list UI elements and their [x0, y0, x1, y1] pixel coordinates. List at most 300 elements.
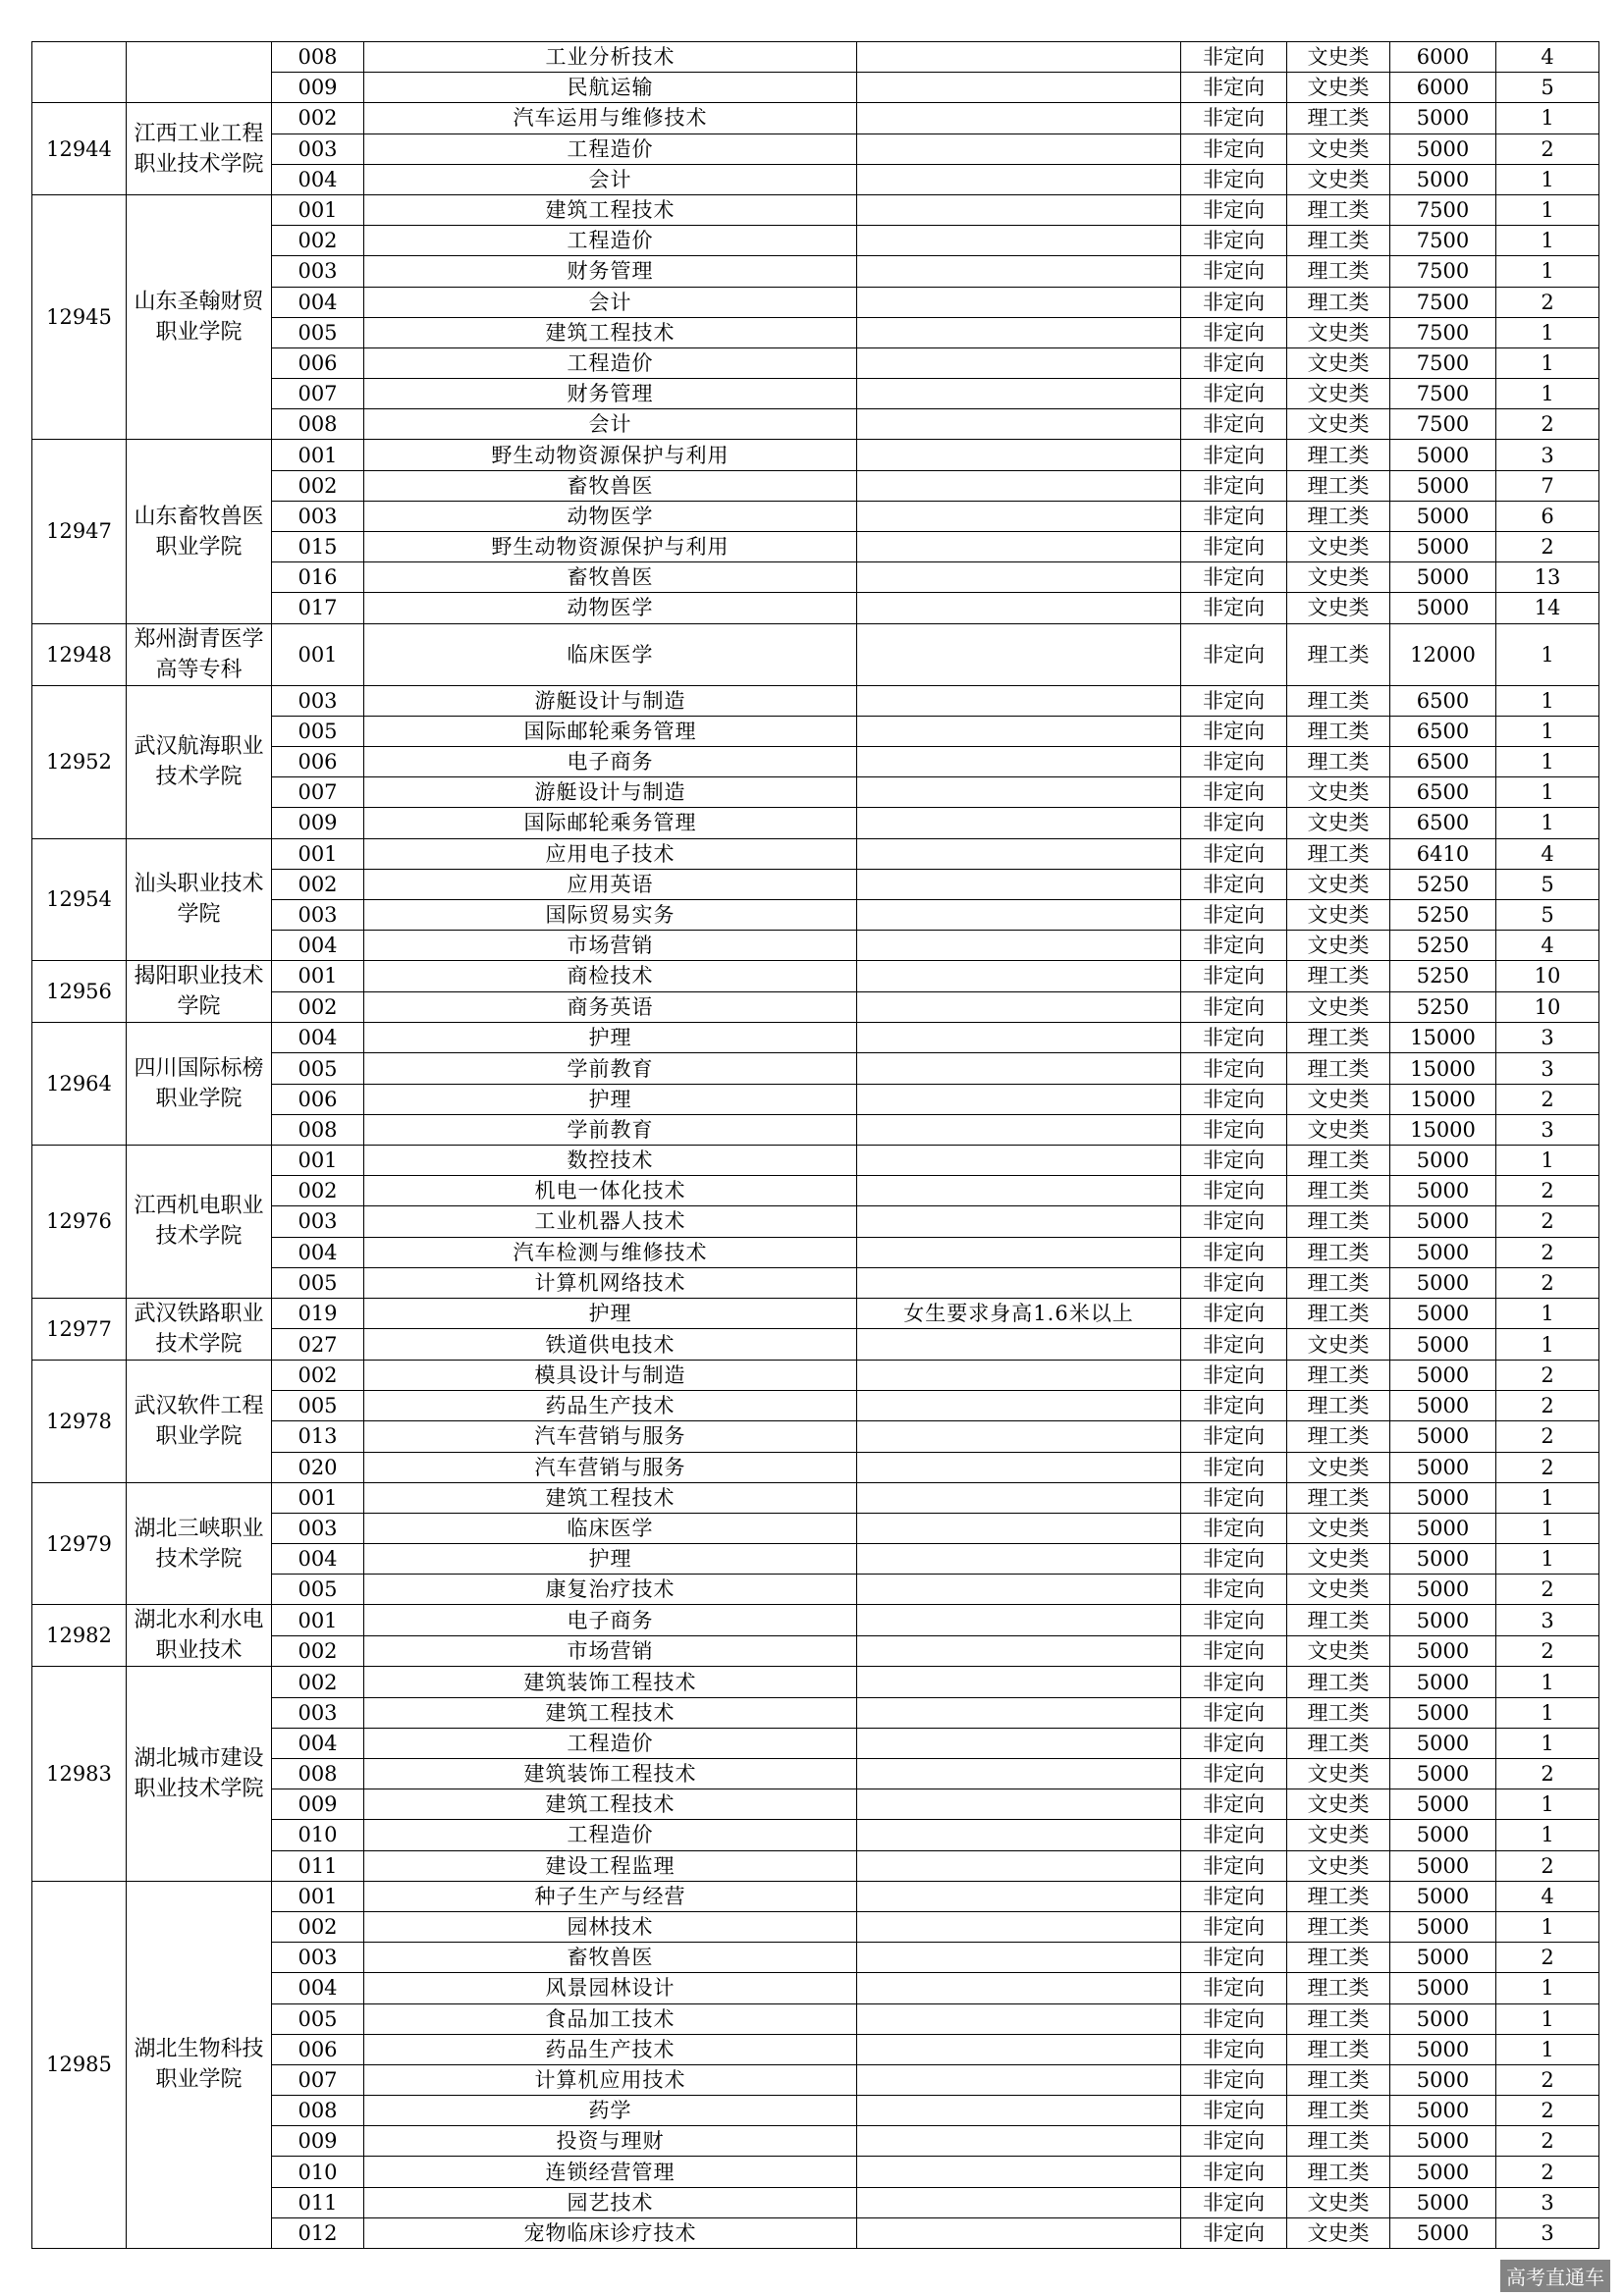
orientation: 非定向 — [1181, 1084, 1287, 1114]
school-name: 武汉航海职业技术学院 — [127, 685, 272, 838]
major-name: 连锁经营管理 — [364, 2157, 857, 2187]
major-code: 002 — [272, 470, 364, 501]
plan-count: 5 — [1496, 899, 1599, 930]
remark — [857, 961, 1181, 992]
orientation: 非定向 — [1181, 1237, 1287, 1267]
remark — [857, 869, 1181, 899]
school-code: 12944 — [32, 103, 127, 195]
tuition: 5000 — [1390, 1850, 1496, 1881]
category: 理工类 — [1287, 838, 1390, 869]
plan-count: 1 — [1496, 226, 1599, 256]
major-name: 建筑工程技术 — [364, 1789, 857, 1820]
tuition: 5000 — [1390, 593, 1496, 623]
plan-count: 1 — [1496, 1298, 1599, 1329]
school-code: 12985 — [32, 1881, 127, 2248]
tuition: 7500 — [1390, 317, 1496, 347]
tuition: 5000 — [1390, 2187, 1496, 2217]
table-row — [32, 1605, 1599, 1636]
plan-count: 2 — [1496, 287, 1599, 317]
plan-count: 1 — [1496, 347, 1599, 378]
tuition: 6500 — [1390, 746, 1496, 776]
table-row — [32, 194, 1599, 225]
category: 理工类 — [1287, 1267, 1390, 1298]
major-name: 建筑工程技术 — [364, 194, 857, 225]
category: 理工类 — [1287, 2003, 1390, 2034]
category: 文史类 — [1287, 1544, 1390, 1575]
tuition: 5000 — [1390, 1206, 1496, 1237]
category: 文史类 — [1287, 869, 1390, 899]
orientation: 非定向 — [1181, 777, 1287, 808]
major-code: 005 — [272, 1053, 364, 1084]
major-code: 013 — [272, 1421, 364, 1452]
tuition: 5000 — [1390, 1452, 1496, 1482]
tuition: 5000 — [1390, 1513, 1496, 1543]
tuition: 5000 — [1390, 1605, 1496, 1636]
major-name: 临床医学 — [364, 623, 857, 685]
remark — [857, 226, 1181, 256]
orientation: 非定向 — [1181, 1728, 1287, 1758]
remark — [857, 1084, 1181, 1114]
major-name: 国际贸易实务 — [364, 899, 857, 930]
plan-count: 4 — [1496, 42, 1599, 73]
major-name: 会计 — [364, 409, 857, 440]
tuition: 7500 — [1390, 226, 1496, 256]
major-code: 007 — [272, 379, 364, 409]
remark — [857, 1114, 1181, 1145]
table-row — [32, 623, 1599, 685]
school-name: 揭阳职业技术学院 — [127, 961, 272, 1023]
major-name: 工程造价 — [364, 1820, 857, 1850]
major-code: 008 — [272, 42, 364, 73]
school-code: 12948 — [32, 623, 127, 685]
major-code: 001 — [272, 1605, 364, 1636]
school-name: 四川国际标榜职业学院 — [127, 1023, 272, 1146]
major-name: 临床医学 — [364, 1513, 857, 1543]
plan-count: 5 — [1496, 73, 1599, 103]
school-code: 12964 — [32, 1023, 127, 1146]
plan-count: 1 — [1496, 317, 1599, 347]
remark — [857, 838, 1181, 869]
plan-count: 1 — [1496, 1973, 1599, 2003]
orientation: 非定向 — [1181, 961, 1287, 992]
tuition: 7500 — [1390, 347, 1496, 378]
major-name: 汽车运用与维修技术 — [364, 103, 857, 133]
major-name: 应用英语 — [364, 869, 857, 899]
school-name: 山东圣翰财贸职业学院 — [127, 194, 272, 440]
major-code: 001 — [272, 838, 364, 869]
major-code: 009 — [272, 1789, 364, 1820]
orientation: 非定向 — [1181, 2187, 1287, 2217]
remark — [857, 1391, 1181, 1421]
category: 文史类 — [1287, 73, 1390, 103]
remark — [857, 1759, 1181, 1789]
tuition: 7500 — [1390, 256, 1496, 287]
plan-count: 2 — [1496, 2064, 1599, 2095]
major-name: 野生动物资源保护与利用 — [364, 440, 857, 470]
remark — [857, 2064, 1181, 2095]
orientation: 非定向 — [1181, 2096, 1287, 2126]
remark — [857, 2096, 1181, 2126]
orientation: 非定向 — [1181, 931, 1287, 961]
major-name: 商检技术 — [364, 961, 857, 992]
category: 理工类 — [1287, 716, 1390, 746]
category: 理工类 — [1287, 1298, 1390, 1329]
tuition: 5000 — [1390, 562, 1496, 593]
orientation: 非定向 — [1181, 899, 1287, 930]
plan-count: 2 — [1496, 1452, 1599, 1482]
remark — [857, 409, 1181, 440]
category: 文史类 — [1287, 1084, 1390, 1114]
tuition: 7500 — [1390, 287, 1496, 317]
major-code: 011 — [272, 2187, 364, 2217]
remark — [857, 347, 1181, 378]
major-name: 数控技术 — [364, 1146, 857, 1176]
remark — [857, 1452, 1181, 1482]
table-row — [32, 1023, 1599, 1053]
major-name: 食品加工技术 — [364, 2003, 857, 2034]
tuition: 5250 — [1390, 899, 1496, 930]
major-code: 006 — [272, 347, 364, 378]
plan-count: 1 — [1496, 2003, 1599, 2034]
orientation: 非定向 — [1181, 73, 1287, 103]
category: 文史类 — [1287, 1789, 1390, 1820]
major-code: 004 — [272, 1973, 364, 2003]
school-code: 12983 — [32, 1667, 127, 1881]
category: 理工类 — [1287, 1881, 1390, 1911]
major-code: 010 — [272, 2157, 364, 2187]
orientation: 非定向 — [1181, 1482, 1287, 1513]
school-name: 武汉铁路职业技术学院 — [127, 1298, 272, 1360]
remark — [857, 2126, 1181, 2157]
remark — [857, 685, 1181, 716]
major-name: 宠物临床诊疗技术 — [364, 2217, 857, 2248]
category: 理工类 — [1287, 501, 1390, 531]
major-code: 008 — [272, 1759, 364, 1789]
remark — [857, 1728, 1181, 1758]
table-body — [32, 42, 1599, 2249]
major-code: 005 — [272, 1575, 364, 1605]
plan-count: 1 — [1496, 256, 1599, 287]
table-row — [32, 42, 1599, 73]
orientation: 非定向 — [1181, 501, 1287, 531]
orientation: 非定向 — [1181, 256, 1287, 287]
tuition: 5000 — [1390, 1360, 1496, 1390]
category: 文史类 — [1287, 562, 1390, 593]
category: 文史类 — [1287, 1575, 1390, 1605]
remark — [857, 1973, 1181, 2003]
remark — [857, 1360, 1181, 1390]
plan-count: 1 — [1496, 808, 1599, 838]
tuition: 5000 — [1390, 1911, 1496, 1942]
remark — [857, 1237, 1181, 1267]
table-row — [32, 1482, 1599, 1513]
plan-count: 1 — [1496, 777, 1599, 808]
plan-count: 2 — [1496, 133, 1599, 164]
category: 理工类 — [1287, 1237, 1390, 1267]
plan-count: 1 — [1496, 746, 1599, 776]
tuition: 7500 — [1390, 194, 1496, 225]
tuition: 5250 — [1390, 991, 1496, 1023]
remark — [857, 2034, 1181, 2064]
remark — [857, 623, 1181, 685]
category: 理工类 — [1287, 287, 1390, 317]
plan-count: 5 — [1496, 869, 1599, 899]
major-name: 建筑装饰工程技术 — [364, 1759, 857, 1789]
category: 理工类 — [1287, 2034, 1390, 2064]
major-name: 会计 — [364, 164, 857, 194]
tuition: 5000 — [1390, 1146, 1496, 1176]
major-code: 001 — [272, 440, 364, 470]
major-code: 004 — [272, 1237, 364, 1267]
plan-count: 1 — [1496, 1544, 1599, 1575]
major-name: 学前教育 — [364, 1114, 857, 1145]
orientation: 非定向 — [1181, 1943, 1287, 1973]
major-name: 计算机网络技术 — [364, 1267, 857, 1298]
orientation: 非定向 — [1181, 838, 1287, 869]
major-name: 工程造价 — [364, 133, 857, 164]
tuition: 5000 — [1390, 1575, 1496, 1605]
major-name: 护理 — [364, 1544, 857, 1575]
tuition: 6000 — [1390, 42, 1496, 73]
remark — [857, 2157, 1181, 2187]
table-row — [32, 961, 1599, 992]
orientation: 非定向 — [1181, 2217, 1287, 2248]
major-name: 财务管理 — [364, 379, 857, 409]
remark — [857, 899, 1181, 930]
major-code: 008 — [272, 1114, 364, 1145]
major-name: 学前教育 — [364, 1053, 857, 1084]
plan-count: 2 — [1496, 1421, 1599, 1452]
orientation: 非定向 — [1181, 991, 1287, 1023]
major-name: 风景园林设计 — [364, 1973, 857, 2003]
major-code: 001 — [272, 1482, 364, 1513]
tuition: 5000 — [1390, 532, 1496, 562]
remark — [857, 777, 1181, 808]
plan-count: 10 — [1496, 961, 1599, 992]
plan-count: 2 — [1496, 1759, 1599, 1789]
category: 文史类 — [1287, 2187, 1390, 2217]
major-code: 003 — [272, 1697, 364, 1728]
major-code: 001 — [272, 194, 364, 225]
major-code: 004 — [272, 931, 364, 961]
category: 理工类 — [1287, 2157, 1390, 2187]
plan-count: 2 — [1496, 2126, 1599, 2157]
major-name: 铁道供电技术 — [364, 1329, 857, 1361]
remark — [857, 1697, 1181, 1728]
orientation: 非定向 — [1181, 1789, 1287, 1820]
major-code: 017 — [272, 593, 364, 623]
orientation: 非定向 — [1181, 103, 1287, 133]
major-code: 002 — [272, 1635, 364, 1667]
major-code: 009 — [272, 808, 364, 838]
tuition: 5250 — [1390, 869, 1496, 899]
plan-count: 4 — [1496, 1881, 1599, 1911]
category: 理工类 — [1287, 1728, 1390, 1758]
tuition: 6410 — [1390, 838, 1496, 869]
major-name: 建筑工程技术 — [364, 1482, 857, 1513]
plan-count: 2 — [1496, 2157, 1599, 2187]
major-code: 006 — [272, 1084, 364, 1114]
orientation: 非定向 — [1181, 1329, 1287, 1361]
remark — [857, 532, 1181, 562]
remark — [857, 1053, 1181, 1084]
orientation: 非定向 — [1181, 1267, 1287, 1298]
category: 理工类 — [1287, 1911, 1390, 1942]
plan-count: 1 — [1496, 379, 1599, 409]
plan-count: 1 — [1496, 103, 1599, 133]
tuition: 5000 — [1390, 1176, 1496, 1206]
plan-count: 2 — [1496, 1084, 1599, 1114]
school-code: 12956 — [32, 961, 127, 1023]
tuition: 5000 — [1390, 1973, 1496, 2003]
school-code: 12977 — [32, 1298, 127, 1360]
remark — [857, 42, 1181, 73]
orientation: 非定向 — [1181, 133, 1287, 164]
major-name: 药学 — [364, 2096, 857, 2126]
tuition: 6000 — [1390, 73, 1496, 103]
plan-count: 1 — [1496, 1667, 1599, 1697]
major-code: 027 — [272, 1329, 364, 1361]
tuition: 5000 — [1390, 1544, 1496, 1575]
plan-count: 1 — [1496, 1146, 1599, 1176]
plan-count: 1 — [1496, 1728, 1599, 1758]
table-row — [32, 1146, 1599, 1176]
orientation: 非定向 — [1181, 1911, 1287, 1942]
tuition: 5000 — [1390, 1789, 1496, 1820]
major-name: 药品生产技术 — [364, 1391, 857, 1421]
category: 文史类 — [1287, 808, 1390, 838]
tuition: 6500 — [1390, 808, 1496, 838]
remark — [857, 73, 1181, 103]
plan-count: 13 — [1496, 562, 1599, 593]
school-name: 汕头职业技术学院 — [127, 838, 272, 961]
remark — [857, 1421, 1181, 1452]
remark — [857, 746, 1181, 776]
orientation: 非定向 — [1181, 1605, 1287, 1636]
tuition: 5000 — [1390, 1943, 1496, 1973]
plan-count: 1 — [1496, 685, 1599, 716]
major-name: 畜牧兽医 — [364, 1943, 857, 1973]
major-code: 002 — [272, 991, 364, 1023]
remark — [857, 1146, 1181, 1176]
orientation: 非定向 — [1181, 1114, 1287, 1145]
major-name: 市场营销 — [364, 1635, 857, 1667]
category: 文史类 — [1287, 347, 1390, 378]
major-name: 应用电子技术 — [364, 838, 857, 869]
orientation: 非定向 — [1181, 1881, 1287, 1911]
orientation: 非定向 — [1181, 1513, 1287, 1543]
orientation: 非定向 — [1181, 1575, 1287, 1605]
category: 文史类 — [1287, 899, 1390, 930]
category: 理工类 — [1287, 1667, 1390, 1697]
school-code: 12952 — [32, 685, 127, 838]
plan-count: 2 — [1496, 1575, 1599, 1605]
category: 文史类 — [1287, 133, 1390, 164]
category: 理工类 — [1287, 103, 1390, 133]
major-name: 工业分析技术 — [364, 42, 857, 73]
orientation: 非定向 — [1181, 532, 1287, 562]
category: 文史类 — [1287, 1759, 1390, 1789]
school-code: 12979 — [32, 1482, 127, 1605]
category: 文史类 — [1287, 1452, 1390, 1482]
remark — [857, 1482, 1181, 1513]
plan-count: 3 — [1496, 1114, 1599, 1145]
major-code: 005 — [272, 1391, 364, 1421]
school-code: 12947 — [32, 440, 127, 623]
orientation: 非定向 — [1181, 685, 1287, 716]
tuition: 5000 — [1390, 103, 1496, 133]
major-name: 游艇设计与制造 — [364, 777, 857, 808]
category: 理工类 — [1287, 746, 1390, 776]
tuition: 5000 — [1390, 2034, 1496, 2064]
major-code: 002 — [272, 103, 364, 133]
school-name: 武汉软件工程职业学院 — [127, 1360, 272, 1482]
plan-count: 2 — [1496, 409, 1599, 440]
remark — [857, 164, 1181, 194]
category: 理工类 — [1287, 226, 1390, 256]
orientation: 非定向 — [1181, 808, 1287, 838]
orientation: 非定向 — [1181, 440, 1287, 470]
major-name: 财务管理 — [364, 256, 857, 287]
remark — [857, 1176, 1181, 1206]
major-name: 市场营销 — [364, 931, 857, 961]
category: 理工类 — [1287, 1697, 1390, 1728]
category: 文史类 — [1287, 1635, 1390, 1667]
remark — [857, 317, 1181, 347]
plan-count: 2 — [1496, 1176, 1599, 1206]
orientation: 非定向 — [1181, 623, 1287, 685]
orientation: 非定向 — [1181, 1973, 1287, 2003]
remark — [857, 440, 1181, 470]
tuition: 15000 — [1390, 1023, 1496, 1053]
category: 文史类 — [1287, 1820, 1390, 1850]
orientation: 非定向 — [1181, 317, 1287, 347]
major-code: 007 — [272, 777, 364, 808]
orientation: 非定向 — [1181, 1391, 1287, 1421]
remark — [857, 1911, 1181, 1942]
category: 理工类 — [1287, 1146, 1390, 1176]
plan-count: 3 — [1496, 1023, 1599, 1053]
orientation: 非定向 — [1181, 2003, 1287, 2034]
major-code: 003 — [272, 899, 364, 930]
table-row — [32, 1298, 1599, 1329]
major-code: 002 — [272, 1360, 364, 1390]
major-code: 015 — [272, 532, 364, 562]
category: 文史类 — [1287, 2217, 1390, 2248]
tuition: 5000 — [1390, 1820, 1496, 1850]
remark — [857, 2187, 1181, 2217]
major-code: 001 — [272, 961, 364, 992]
major-code: 002 — [272, 1176, 364, 1206]
school-code — [32, 42, 127, 103]
category: 理工类 — [1287, 440, 1390, 470]
orientation: 非定向 — [1181, 1176, 1287, 1206]
category: 理工类 — [1287, 470, 1390, 501]
major-name: 药品生产技术 — [364, 2034, 857, 2064]
category: 理工类 — [1287, 1053, 1390, 1084]
remark — [857, 256, 1181, 287]
school-name: 湖北水利水电职业技术 — [127, 1605, 272, 1667]
plan-count: 3 — [1496, 1053, 1599, 1084]
remark — [857, 1635, 1181, 1667]
major-code: 006 — [272, 2034, 364, 2064]
tuition: 5000 — [1390, 1421, 1496, 1452]
major-code: 004 — [272, 1023, 364, 1053]
plan-count: 2 — [1496, 1237, 1599, 1267]
category: 文史类 — [1287, 593, 1390, 623]
major-name: 园林技术 — [364, 1911, 857, 1942]
school-name: 湖北生物科技职业学院 — [127, 1881, 272, 2248]
